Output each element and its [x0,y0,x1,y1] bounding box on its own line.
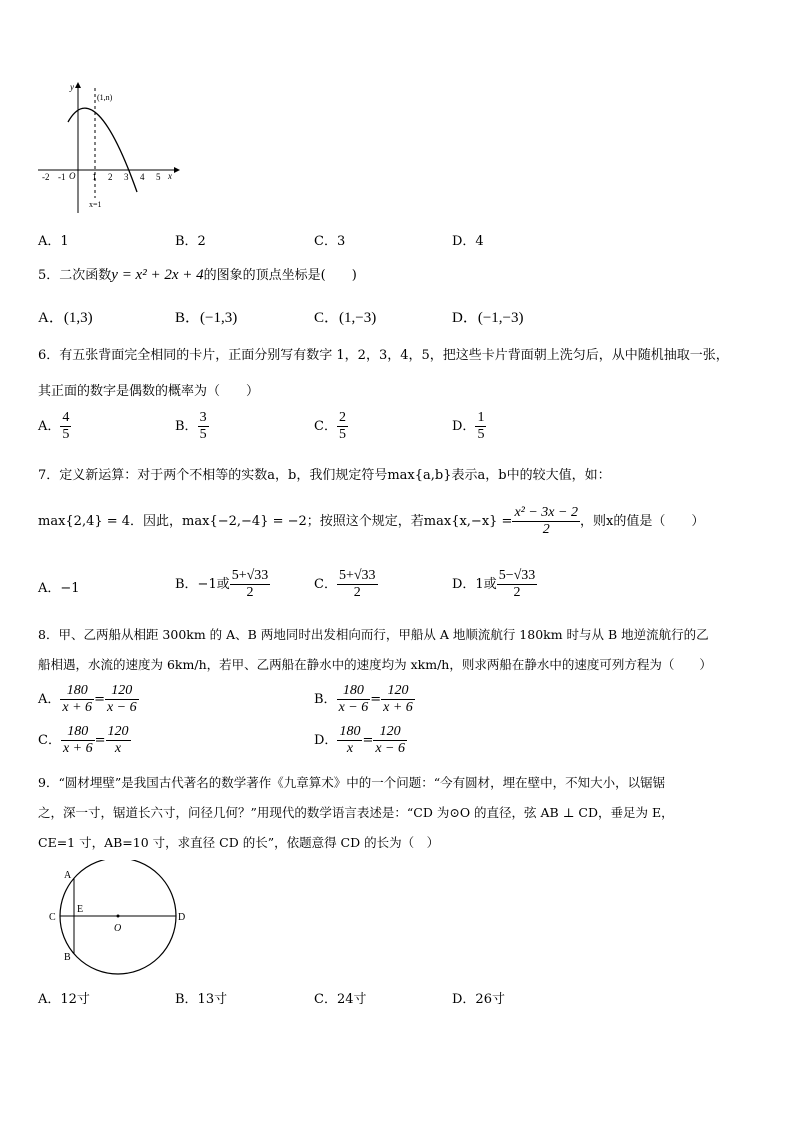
fraction-denominator: 5 [338,427,346,442]
point-d-label: D [178,912,186,923]
x-tick-label: -2 [42,172,50,182]
fraction-numerator: 120 [105,683,139,700]
q5-option-d[interactable]: D．(−1,−3) [452,310,524,326]
x-tick-label: 2 [108,172,113,182]
q9-stem-line3: CE=1 寸，AB=10 寸，求直径 CD 的长”，依题意得 CD 的长为（ ） [38,835,440,850]
q9-stem-line1: 9．“圆材埋壁”是我国古代著名的数学著作《九章算术》中的一个问题：“今有圆材，埋在壁中，不知大小，以锯锯 [38,775,666,790]
q7-option-d[interactable] [452,568,537,601]
fraction-denominator: x [114,741,122,756]
q7-option-c[interactable] [314,568,378,601]
fraction-denominator: x [346,741,354,756]
q8-option-label: A． [38,692,61,707]
q9-option-a[interactable]: A．12寸 [38,992,90,1007]
q5-suffix: 的图象的顶点坐标是( ) [203,268,357,283]
fraction-numerator: 180 [337,683,371,700]
q6-option-c[interactable] [314,410,348,443]
x-tick-label: 1 [92,172,97,182]
q8-option-label: C． [38,733,61,748]
fraction-numerator: 1 [477,410,485,425]
q5-prefix: 5．二次函数 [38,268,112,283]
point-a-label: A [64,870,72,881]
q5-option-c[interactable]: C．(1,−3) [314,310,377,326]
fraction-numerator: 120 [373,724,407,741]
fraction-numerator: 120 [107,724,129,739]
q6-option-label: A． [38,419,61,434]
fraction-numerator: 4 [62,410,70,425]
y-axis-label: y [70,82,74,92]
q5-option-b[interactable]: B．(−1,3) [175,310,238,326]
q6-stem-line1: 6．有五张背面完全相同的卡片，正面分别写有数字 1，2，3，4，5，把这些卡片背面朝上洗匀后，从中随机抽取一张， [38,348,729,363]
q8-option-c[interactable]: C． $\frac{180}{x + 6}$ = $\frac{120}{x}$ [38,724,129,756]
q9-stem-line2: 之，深一寸，锯道长六寸，问径几何？”用现代的数学语言表述是：“CD 为⊙O 的直径，弦 AB ⊥ CD，垂足为 E， [38,805,674,820]
axis-of-symmetry-label: x=1 [89,200,102,209]
q4-option-d[interactable]: D．4 [452,234,484,249]
origin-label: O [69,171,76,181]
q7-option-a[interactable]: A．−1 [38,581,80,596]
fraction-denominator: x + 6 [62,700,93,715]
fraction-numerator: 180 [339,724,361,739]
fraction-numerator: 5+√33 [338,568,376,583]
q8-option-b[interactable]: B． $\frac{180}{x - 6}$ = $\frac{120}{x + 6}$ [314,683,413,715]
fraction-denominator: 5 [62,427,70,442]
q7-stem-line2 [38,505,704,538]
q7-option-label: C． [314,577,337,592]
q7-line2-suffix: ，则x的值是（ ） [579,514,705,529]
q4-option-b[interactable]: B．2 [175,234,206,249]
q6-option-label: D． [452,419,476,434]
q7-option-label: B．−1或 [175,577,230,592]
x-tick-label: -1 [58,172,66,182]
fraction-numerator: 2 [338,410,346,425]
q9-option-d[interactable]: D．26寸 [452,992,505,1007]
q5-option-a[interactable]: A．(1,3) [38,310,93,326]
fraction-denominator: x + 6 [62,741,93,756]
point-o-label: O [114,923,122,934]
q4-option-a[interactable]: A．1 [38,234,69,249]
q7-line2-text: max{2,4} = 4．因此，max{−2,−4} = −2；按照这个规定，若max{x,−x} = [38,514,513,529]
fraction-numerator: 180 [61,724,95,741]
point-c-label: C [49,912,56,923]
q8-option-label: D． [314,733,338,748]
fraction-numerator: x² − 3x − 2 [514,505,578,520]
q7-stem-line1: 7．定义新运算：对于两个不相等的实数a，b，我们规定符号max{a,b}表示a，b中的较大值，如： [38,468,611,483]
q6-option-b[interactable] [175,410,209,443]
q8-option-label: B． [314,692,337,707]
fraction-numerator: 5−√33 [498,568,536,583]
q8-option-a[interactable]: A． $\frac{180}{x + 6}$ = $\frac{120}{x - 6}$ [38,683,137,715]
fraction-denominator: x − 6 [375,741,406,756]
fraction-numerator: 120 [381,683,415,700]
peak-label: (1,n) [97,93,113,102]
q6-stem-line2: 其正面的数字是偶数的概率为（ ） [38,384,260,399]
circle-figure [46,860,196,980]
q9-option-c[interactable]: C．24寸 [314,992,367,1007]
fraction-numerator: 3 [199,410,207,425]
fraction-denominator: 5 [477,427,485,442]
x-tick-label: 4 [140,172,145,182]
fraction-numerator: 180 [60,683,94,700]
fraction-denominator: x + 6 [383,700,413,715]
fraction-denominator: x − 6 [106,700,137,715]
x-tick-label: 3 [124,172,129,182]
q6-option-label: C． [314,419,337,434]
q8-stem-line1: 8．甲、乙两船从相距 300km 的 A、B 两地同时出发相向而行，甲船从 A 地顺流航行 180km 时与从 B 地逆流航行的乙 [38,627,709,642]
q6-option-d[interactable] [452,410,486,443]
parabola-graph [34,80,184,220]
x-axis-label: x [168,171,172,181]
fraction-denominator: 2 [542,522,550,537]
point-b-label: B [64,952,71,963]
q7-option-label: D．1或 [452,577,497,592]
fraction-denominator: 5 [199,427,207,442]
q8-option-d[interactable]: D． $\frac{180}{x}$ = $\frac{120}{x - 6}$ [314,724,406,756]
q6-option-a[interactable] [38,410,71,443]
fraction-denominator: 2 [353,585,361,600]
q9-option-b[interactable]: B．13寸 [175,992,228,1007]
x-tick-label: 5 [156,172,161,182]
q8-stem-line2: 船相遇，水流的速度为 6km/h，若甲、乙两船在静水中的速度均为 xkm/h，则求两船在静水中的速度可列方程为（ ） [38,657,712,672]
q5-stem [38,264,357,284]
point-e-label: E [77,904,84,915]
q4-option-c[interactable]: C．3 [314,234,346,249]
fraction-denominator: 2 [513,585,521,600]
q5-expression: y = x² + 2x + 4 [111,267,204,283]
fraction-denominator: x − 6 [338,700,369,715]
q6-option-label: B． [175,419,198,434]
fraction-denominator: 2 [246,585,254,600]
q7-option-b[interactable] [175,568,270,601]
fraction-numerator: 5+√33 [231,568,269,583]
